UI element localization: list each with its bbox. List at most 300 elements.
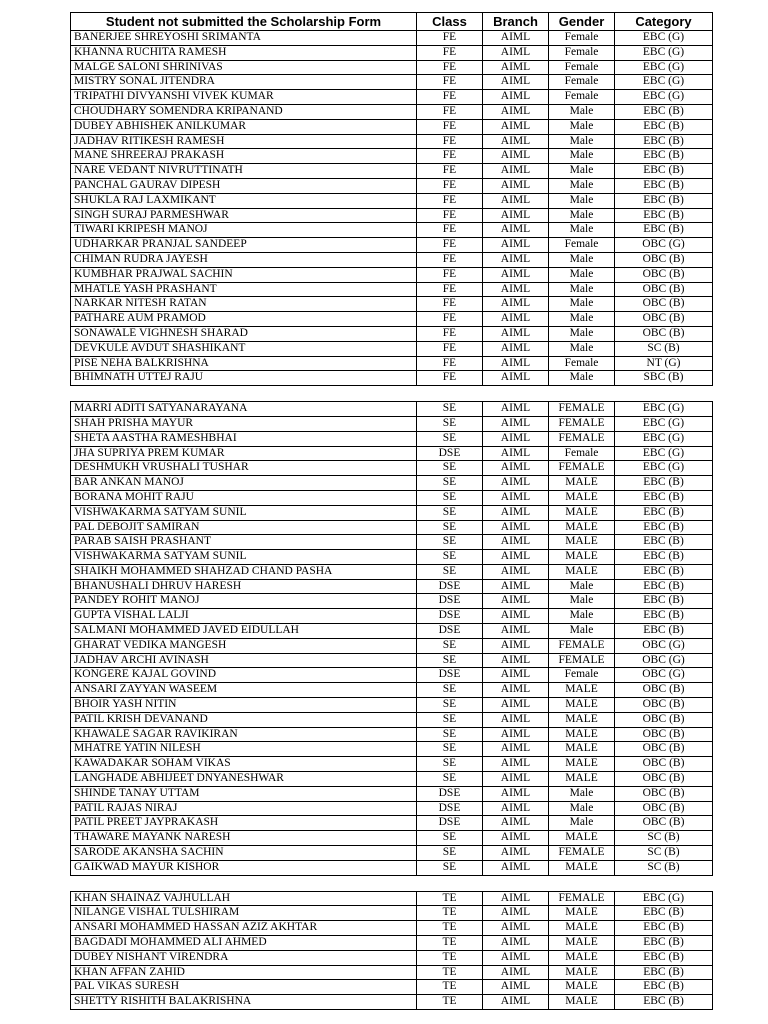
gender-cell: MALE (549, 965, 615, 980)
branch-cell: AIML (483, 831, 549, 846)
branch-cell: AIML (483, 356, 549, 371)
student-name-cell: BAGDADI MOHAMMED ALI AHMED (71, 936, 417, 951)
branch-cell: AIML (483, 535, 549, 550)
student-name-cell: GHARAT VEDIKA MANGESH (71, 638, 417, 653)
class-cell: FE (417, 90, 483, 105)
class-cell: SE (417, 461, 483, 476)
branch-cell: AIML (483, 75, 549, 90)
table-row (71, 742, 713, 757)
student-name-cell: VISHWAKARMA SATYAM SUNIL (71, 505, 417, 520)
student-name-cell: KHAN AFFAN ZAHID (71, 965, 417, 980)
class-cell: FE (417, 371, 483, 386)
branch-cell: AIML (483, 638, 549, 653)
class-cell: SE (417, 638, 483, 653)
class-cell: FE (417, 119, 483, 134)
branch-cell: AIML (483, 727, 549, 742)
class-cell: FE (417, 326, 483, 341)
branch-cell: AIML (483, 653, 549, 668)
class-cell: SE (417, 564, 483, 579)
table-row (71, 921, 713, 936)
branch-cell: AIML (483, 860, 549, 875)
category-cell: EBC (B) (615, 995, 713, 1010)
class-cell: TE (417, 936, 483, 951)
student-name-cell: PANCHAL GAURAV DIPESH (71, 178, 417, 193)
class-cell: FE (417, 356, 483, 371)
student-name-cell: MISTRY SONAL JITENDRA (71, 75, 417, 90)
gender-cell: Male (549, 208, 615, 223)
table-row (71, 402, 713, 417)
class-cell: TE (417, 891, 483, 906)
gender-cell: Male (549, 341, 615, 356)
category-cell: OBC (B) (615, 712, 713, 727)
branch-cell: AIML (483, 550, 549, 565)
category-cell: OBC (B) (615, 786, 713, 801)
table-row (71, 267, 713, 282)
branch-cell: AIML (483, 891, 549, 906)
student-name-cell: JHA SUPRIYA PREM KUMAR (71, 446, 417, 461)
table-row (71, 416, 713, 431)
class-cell: TE (417, 980, 483, 995)
table-row (71, 980, 713, 995)
student-name-cell: GAIKWAD MAYUR KISHOR (71, 860, 417, 875)
category-cell: EBC (B) (615, 594, 713, 609)
gender-cell: Male (549, 371, 615, 386)
branch-cell: AIML (483, 104, 549, 119)
category-cell: EBC (B) (615, 550, 713, 565)
gender-cell: Female (549, 31, 615, 46)
table-row (71, 786, 713, 801)
gender-cell: Male (549, 326, 615, 341)
branch-cell: AIML (483, 119, 549, 134)
category-cell: EBC (G) (615, 446, 713, 461)
category-cell: OBC (B) (615, 727, 713, 742)
branch-cell: AIML (483, 564, 549, 579)
class-cell: SE (417, 505, 483, 520)
class-cell: DSE (417, 446, 483, 461)
gender-cell: MALE (549, 936, 615, 951)
category-cell: OBC (B) (615, 297, 713, 312)
table-row (71, 341, 713, 356)
student-name-cell: LANGHADE ABHIJEET DNYANESHWAR (71, 772, 417, 787)
branch-cell: AIML (483, 193, 549, 208)
table-row (71, 149, 713, 164)
class-cell: FE (417, 164, 483, 179)
table-row (71, 45, 713, 60)
class-cell: FE (417, 208, 483, 223)
gender-cell: Male (549, 252, 615, 267)
gender-cell: FEMALE (549, 891, 615, 906)
category-cell: EBC (B) (615, 164, 713, 179)
table-row (71, 119, 713, 134)
category-cell: EBC (G) (615, 416, 713, 431)
table-row (71, 505, 713, 520)
gender-cell: Female (549, 45, 615, 60)
table-row (71, 356, 713, 371)
class-cell: DSE (417, 816, 483, 831)
class-cell: SE (417, 416, 483, 431)
student-name-cell: KONGERE KAJAL GOVIND (71, 668, 417, 683)
branch-cell: AIML (483, 846, 549, 861)
class-cell: TE (417, 950, 483, 965)
table-row (71, 906, 713, 921)
gender-cell: Female (549, 238, 615, 253)
table-row (71, 134, 713, 149)
category-cell: OBC (B) (615, 282, 713, 297)
category-cell: EBC (B) (615, 193, 713, 208)
class-cell: FE (417, 75, 483, 90)
gender-cell: Male (549, 164, 615, 179)
gender-cell: MALE (549, 921, 615, 936)
gender-cell: MALE (549, 980, 615, 995)
table-row (71, 490, 713, 505)
category-cell: SBC (B) (615, 371, 713, 386)
category-cell: OBC (B) (615, 772, 713, 787)
branch-cell: AIML (483, 416, 549, 431)
table-row (71, 579, 713, 594)
student-name-cell: VISHWAKARMA SATYAM SUNIL (71, 550, 417, 565)
gender-cell: FEMALE (549, 461, 615, 476)
branch-cell: AIML (483, 816, 549, 831)
student-name-cell: PATHARE AUM PRAMOD (71, 312, 417, 327)
header-gender: Gender (549, 13, 615, 31)
branch-cell: AIML (483, 60, 549, 75)
class-cell: FE (417, 252, 483, 267)
gender-cell: Male (549, 786, 615, 801)
branch-cell: AIML (483, 164, 549, 179)
gender-cell: Female (549, 90, 615, 105)
table-row (71, 609, 713, 624)
class-cell: FE (417, 178, 483, 193)
gender-cell: Male (549, 282, 615, 297)
category-cell: OBC (B) (615, 801, 713, 816)
gender-cell: MALE (549, 505, 615, 520)
gender-cell: Female (549, 60, 615, 75)
table-row (71, 326, 713, 341)
class-cell: DSE (417, 624, 483, 639)
table-row (71, 297, 713, 312)
class-cell: FE (417, 297, 483, 312)
branch-cell: AIML (483, 297, 549, 312)
category-cell: EBC (B) (615, 104, 713, 119)
class-cell: FE (417, 60, 483, 75)
student-name-cell: DUBEY ABHISHEK ANILKUMAR (71, 119, 417, 134)
gender-cell: Male (549, 149, 615, 164)
gender-cell: MALE (549, 520, 615, 535)
class-cell: TE (417, 921, 483, 936)
category-cell: EBC (G) (615, 60, 713, 75)
header-title: Student not submitted the Scholarship Form (71, 13, 417, 31)
student-name-cell: ANSARI MOHAMMED HASSAN AZIZ AKHTAR (71, 921, 417, 936)
branch-cell: AIML (483, 950, 549, 965)
class-cell: FE (417, 193, 483, 208)
gender-cell: Male (549, 609, 615, 624)
category-cell: EBC (B) (615, 936, 713, 951)
table-row (71, 446, 713, 461)
class-cell: FE (417, 238, 483, 253)
branch-cell: AIML (483, 786, 549, 801)
gender-cell: MALE (549, 490, 615, 505)
student-name-cell: DEVKULE AVDUT SHASHIKANT (71, 341, 417, 356)
class-cell: DSE (417, 668, 483, 683)
class-cell: SE (417, 742, 483, 757)
gender-cell: Male (549, 801, 615, 816)
table-row (71, 950, 713, 965)
category-cell: SC (B) (615, 831, 713, 846)
category-cell: SC (B) (615, 341, 713, 356)
student-name-cell: KAWADAKAR SOHAM VIKAS (71, 757, 417, 772)
category-cell: EBC (G) (615, 31, 713, 46)
gender-cell: MALE (549, 535, 615, 550)
gender-cell: FEMALE (549, 402, 615, 417)
gender-cell: MALE (549, 831, 615, 846)
category-cell: EBC (B) (615, 178, 713, 193)
spacer-cell (71, 875, 713, 891)
student-name-cell: CHIMAN RUDRA JAYESH (71, 252, 417, 267)
student-name-cell: PATIL PREET JAYPRAKASH (71, 816, 417, 831)
branch-cell: AIML (483, 223, 549, 238)
category-cell: EBC (B) (615, 624, 713, 639)
category-cell: OBC (G) (615, 653, 713, 668)
branch-cell: AIML (483, 505, 549, 520)
branch-cell: AIML (483, 238, 549, 253)
gender-cell: Female (549, 446, 615, 461)
gender-cell: FEMALE (549, 416, 615, 431)
table-row (71, 282, 713, 297)
student-name-cell: SHAH PRISHA MAYUR (71, 416, 417, 431)
student-name-cell: ANSARI ZAYYAN WASEEM (71, 683, 417, 698)
gender-cell: MALE (549, 550, 615, 565)
class-cell: FE (417, 104, 483, 119)
branch-cell: AIML (483, 668, 549, 683)
category-cell: EBC (B) (615, 223, 713, 238)
branch-cell: AIML (483, 520, 549, 535)
table-row (71, 594, 713, 609)
student-name-cell: BORANA MOHIT RAJU (71, 490, 417, 505)
student-name-cell: TIWARI KRIPESH MANOJ (71, 223, 417, 238)
table-row (71, 476, 713, 491)
class-cell: SE (417, 402, 483, 417)
table-row (71, 891, 713, 906)
student-name-cell: BANERJEE SHREYOSHI SRIMANTA (71, 31, 417, 46)
category-cell: EBC (B) (615, 134, 713, 149)
branch-cell: AIML (483, 772, 549, 787)
student-name-cell: SONAWALE VIGHNESH SHARAD (71, 326, 417, 341)
category-cell: OBC (G) (615, 238, 713, 253)
class-cell: DSE (417, 609, 483, 624)
gender-cell: Male (549, 579, 615, 594)
gender-cell: Male (549, 119, 615, 134)
section-spacer (71, 875, 713, 891)
table-row (71, 223, 713, 238)
class-cell: DSE (417, 786, 483, 801)
table-row (71, 698, 713, 713)
branch-cell: AIML (483, 801, 549, 816)
student-name-cell: SALMANI MOHAMMED JAVED EIDULLAH (71, 624, 417, 639)
category-cell: OBC (B) (615, 252, 713, 267)
category-cell: OBC (B) (615, 267, 713, 282)
branch-cell: AIML (483, 134, 549, 149)
gender-cell: FEMALE (549, 653, 615, 668)
branch-cell: AIML (483, 326, 549, 341)
student-table (70, 12, 713, 1010)
student-name-cell: DESHMUKH VRUSHALI TUSHAR (71, 461, 417, 476)
gender-cell: Female (549, 75, 615, 90)
branch-cell: AIML (483, 31, 549, 46)
student-name-cell: KHANNA RUCHITA RAMESH (71, 45, 417, 60)
gender-cell: Male (549, 312, 615, 327)
student-name-cell: TRIPATHI DIVYANSHI VIVEK KUMAR (71, 90, 417, 105)
gender-cell: MALE (549, 683, 615, 698)
student-name-cell: PATIL KRISH DEVANAND (71, 712, 417, 727)
branch-cell: AIML (483, 341, 549, 356)
table-row (71, 371, 713, 386)
student-name-cell: JADHAV RITIKESH RAMESH (71, 134, 417, 149)
category-cell: OBC (B) (615, 312, 713, 327)
gender-cell: FEMALE (549, 431, 615, 446)
branch-cell: AIML (483, 490, 549, 505)
class-cell: SE (417, 535, 483, 550)
student-name-cell: SHETTY RISHITH BALAKRISHNA (71, 995, 417, 1010)
student-name-cell: DUBEY NISHANT VIRENDRA (71, 950, 417, 965)
gender-cell: MALE (549, 476, 615, 491)
category-cell: EBC (B) (615, 564, 713, 579)
scholarship-sheet (70, 12, 712, 1010)
branch-cell: AIML (483, 698, 549, 713)
student-name-cell: MHATRE YATIN NILESH (71, 742, 417, 757)
student-name-cell: SHETA AASTHA RAMESHBHAI (71, 431, 417, 446)
table-row (71, 816, 713, 831)
category-cell: EBC (G) (615, 461, 713, 476)
table-row (71, 90, 713, 105)
student-name-cell: THAWARE MAYANK NARESH (71, 831, 417, 846)
gender-cell: Male (549, 624, 615, 639)
gender-cell: MALE (549, 727, 615, 742)
table-row (71, 638, 713, 653)
student-name-cell: SINGH SURAJ PARMESHWAR (71, 208, 417, 223)
category-cell: EBC (B) (615, 906, 713, 921)
class-cell: SE (417, 431, 483, 446)
category-cell: NT (G) (615, 356, 713, 371)
branch-cell: AIML (483, 683, 549, 698)
category-cell: EBC (B) (615, 476, 713, 491)
table-row (71, 238, 713, 253)
table-row (71, 995, 713, 1010)
class-cell: SE (417, 698, 483, 713)
branch-cell: AIML (483, 371, 549, 386)
class-cell: FE (417, 134, 483, 149)
gender-cell: MALE (549, 860, 615, 875)
table-row (71, 164, 713, 179)
header-class: Class (417, 13, 483, 31)
class-cell: SE (417, 772, 483, 787)
class-cell: DSE (417, 594, 483, 609)
category-cell: EBC (B) (615, 609, 713, 624)
class-cell: FE (417, 149, 483, 164)
branch-cell: AIML (483, 446, 549, 461)
class-cell: FE (417, 312, 483, 327)
student-name-cell: KUMBHAR PRAJWAL SACHIN (71, 267, 417, 282)
gender-cell: FEMALE (549, 638, 615, 653)
gender-cell: MALE (549, 772, 615, 787)
gender-cell: MALE (549, 564, 615, 579)
class-cell: FE (417, 267, 483, 282)
branch-cell: AIML (483, 936, 549, 951)
table-row (71, 860, 713, 875)
branch-cell: AIML (483, 252, 549, 267)
category-cell: EBC (B) (615, 921, 713, 936)
table-row (71, 712, 713, 727)
class-cell: FE (417, 45, 483, 60)
gender-cell: MALE (549, 906, 615, 921)
category-cell: EBC (B) (615, 520, 713, 535)
category-cell: OBC (B) (615, 757, 713, 772)
class-cell: FE (417, 31, 483, 46)
table-row (71, 757, 713, 772)
branch-cell: AIML (483, 965, 549, 980)
header-row (71, 13, 713, 31)
category-cell: OBC (G) (615, 638, 713, 653)
gender-cell: FEMALE (549, 846, 615, 861)
gender-cell: Female (549, 356, 615, 371)
category-cell: EBC (B) (615, 208, 713, 223)
category-cell: EBC (G) (615, 90, 713, 105)
category-cell: EBC (B) (615, 149, 713, 164)
class-cell: FE (417, 282, 483, 297)
branch-cell: AIML (483, 90, 549, 105)
student-name-cell: KHAWALE SAGAR RAVIKIRAN (71, 727, 417, 742)
class-cell: SE (417, 476, 483, 491)
branch-cell: AIML (483, 208, 549, 223)
table-row (71, 104, 713, 119)
table-row (71, 965, 713, 980)
gender-cell: MALE (549, 995, 615, 1010)
table-row (71, 193, 713, 208)
gender-cell: Male (549, 594, 615, 609)
branch-cell: AIML (483, 267, 549, 282)
student-name-cell: MALGE SALONI SHRINIVAS (71, 60, 417, 75)
gender-cell: MALE (549, 950, 615, 965)
gender-cell: Female (549, 668, 615, 683)
table-row (71, 75, 713, 90)
category-cell: OBC (B) (615, 742, 713, 757)
student-name-cell: BAR ANKAN MANOJ (71, 476, 417, 491)
student-name-cell: MARRI ADITI SATYANARAYANA (71, 402, 417, 417)
student-name-cell: PISE NEHA BALKRISHNA (71, 356, 417, 371)
student-name-cell: KHAN SHAINAZ VAJHULLAH (71, 891, 417, 906)
category-cell: EBC (G) (615, 402, 713, 417)
student-name-cell: SHUKLA RAJ LAXMIKANT (71, 193, 417, 208)
gender-cell: Male (549, 193, 615, 208)
category-cell: OBC (G) (615, 668, 713, 683)
student-name-cell: PAL DEBOJIT SAMIRAN (71, 520, 417, 535)
table-body (71, 31, 713, 1010)
table-row (71, 564, 713, 579)
student-name-cell: NARKAR NITESH RATAN (71, 297, 417, 312)
student-name-cell: MANE SHREERAJ PRAKASH (71, 149, 417, 164)
student-name-cell: BHIMNATH UTTEJ RAJU (71, 371, 417, 386)
gender-cell: Male (549, 223, 615, 238)
class-cell: SE (417, 831, 483, 846)
branch-cell: AIML (483, 757, 549, 772)
table-row (71, 431, 713, 446)
category-cell: EBC (G) (615, 45, 713, 60)
class-cell: TE (417, 995, 483, 1010)
student-name-cell: SHINDE TANAY UTTAM (71, 786, 417, 801)
class-cell: DSE (417, 801, 483, 816)
branch-cell: AIML (483, 980, 549, 995)
gender-cell: Male (549, 178, 615, 193)
spacer-cell (71, 386, 713, 402)
